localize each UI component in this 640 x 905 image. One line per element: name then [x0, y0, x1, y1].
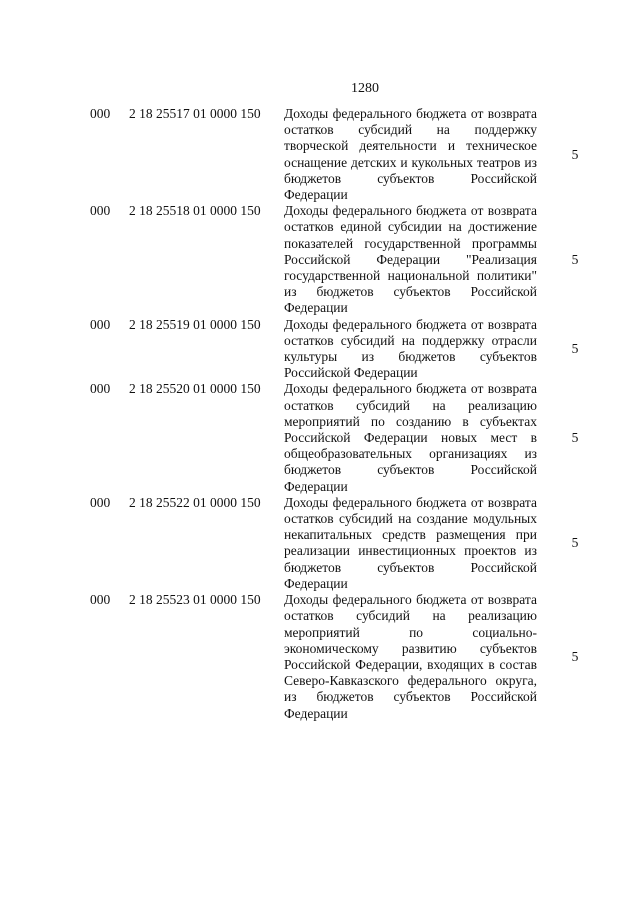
page-number: 1280: [351, 81, 379, 96]
row-value: 5: [571, 648, 579, 664]
income-description: Доходы федерального бюджета от возврата остатков субсидий на создание модульных некапитальных средств размещения при реализации инвестиционных проектов из бюджетов субъектов Российской Федерации: [284, 494, 537, 591]
admin-code: 000: [90, 592, 111, 608]
table-row: [0, 317, 640, 382]
table-row: [0, 106, 640, 203]
budget-classification-code: 2 18 25517 01 0000 150: [129, 106, 261, 121]
table-row: [0, 381, 640, 494]
table-row: [0, 495, 640, 592]
income-description: Доходы федерального бюджета от возврата остатков субсидий на поддержку творческой деятельности и техническое оснащение детских и кукольных театров из бюджетов субъектов Российской Федерации: [284, 106, 537, 203]
row-value: 5: [571, 430, 579, 446]
income-description: Доходы федерального бюджета от возврата остатков субсидий на реализацию мероприятий по созданию в субъектах Российской Федерации новых мест в общеобразовательных организациях из бюджетов субъектов Российской Федерации: [284, 381, 537, 494]
budget-codes-table: [0, 106, 640, 722]
admin-code: 000: [90, 203, 111, 219]
income-description: Доходы федерального бюджета от возврата остатков субсидий на реализацию мероприятий по социально-экономическому развитию субъектов Российской Федерации, входящих в состав Северо-Кавказского федерального округа, из бюджетов субъектов Российской Федерации: [284, 592, 537, 721]
admin-code: 000: [90, 494, 111, 510]
budget-classification-code: 2 18 25519 01 0000 150: [129, 316, 261, 332]
row-value: 5: [571, 535, 579, 551]
budget-classification-code: 2 18 25518 01 0000 150: [129, 203, 261, 219]
admin-code: 000: [90, 106, 111, 121]
table-row: [0, 592, 640, 722]
income-description: Доходы федерального бюджета от возврата остатков субсидий на поддержку отрасли культуры из бюджетов субъектов Российской Федерации: [284, 316, 537, 381]
budget-classification-code: 2 18 25522 01 0000 150: [129, 494, 261, 510]
row-value: 5: [571, 251, 579, 267]
budget-classification-code: 2 18 25520 01 0000 150: [129, 381, 261, 397]
table-row: [0, 203, 640, 316]
admin-code: 000: [90, 316, 111, 332]
budget-classification-code: 2 18 25523 01 0000 150: [129, 592, 261, 608]
row-value: 5: [571, 340, 579, 356]
row-value: 5: [571, 146, 579, 162]
admin-code: 000: [90, 381, 111, 397]
income-description: Доходы федерального бюджета от возврата остатков единой субсидии на достижение показателей государственной программы Российской Федерации "Реализация государственной национальной политики" из бюджетов субъектов Российской Федерации: [284, 203, 537, 316]
